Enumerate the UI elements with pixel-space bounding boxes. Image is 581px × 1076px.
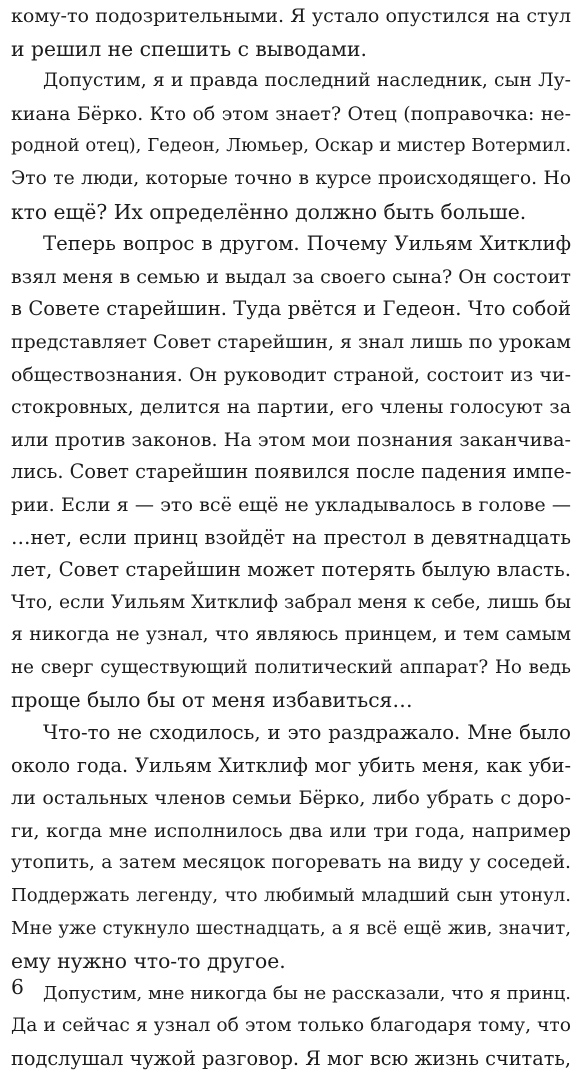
- text-line: ги, когда мне исполнилось два или три года, например: [11, 819, 571, 842]
- text-line: Допустим, я и правда последний наследник, сын Лу-: [43, 70, 571, 92]
- text-line: взял меня в семью и выдал за своего сына? Он состоит: [11, 264, 571, 288]
- text-line: около года. Уильям Хитклиф мог убить меня, как уби-: [11, 753, 571, 777]
- text-line: кто ещё? Их определённо должно быть больше.: [11, 199, 527, 224]
- text-line: стокровных, делится на партии, его члены голосуют за: [11, 396, 571, 419]
- text-line: или против законов. На этом мои познания заканчива-: [11, 427, 571, 451]
- text-line: Да и сейчас я узнал об этом только благодаря тому, что: [11, 1015, 571, 1037]
- text-line: Что, если Уильям Хитклиф забрал меня к себе, лишь бы: [11, 591, 571, 613]
- book-page-text: [11, 0, 571, 1076]
- text-line: я никогда не узнал, что являюсь принцем, и тем самым: [11, 624, 571, 646]
- text-line: обществознания. Он руководит страной, состоит из чи-: [11, 363, 571, 386]
- text-line: лись. Совет старейшин появился после падения импе-: [11, 460, 572, 484]
- text-line: представляет Совет старейшин, я знал лишь по урокам: [11, 330, 571, 353]
- text-line: ему нужно что-то другое.: [11, 949, 286, 974]
- text-line: …нет, если принц взойдёт на престол в девятнадцать: [11, 525, 571, 549]
- text-line: Мне уже стукнуло шестнадцать, а я всё ещё жив, значит,: [11, 917, 571, 939]
- text-line: родной отец), Гедеон, Люмьер, Оскар и мистер Вотермил.: [11, 135, 572, 157]
- text-line: Поддержать легенду, что любимый младший сын утонул.: [11, 885, 571, 907]
- text-line: ли остальных членов семьи Бёрко, либо убрать с доро-: [11, 786, 571, 810]
- text-line: лет, Совет старейшин может потерять былую власть.: [11, 558, 571, 582]
- text-line: утопить, а затем месяцок погоревать на виду у соседей.: [11, 852, 571, 874]
- text-line: Что-то не сходилось, и это раздражало. Мне было: [43, 721, 571, 745]
- text-line: Допустим, мне никогда бы не рассказали, что я принц.: [43, 982, 571, 1004]
- text-line: подслушал чужой разговор. Я мог всю жизнь считать,: [11, 1047, 571, 1070]
- text-line: рии. Если я — это всё ещё не укладывалось в голове —: [11, 492, 571, 516]
- text-line: Теперь вопрос в другом. Почему Уильям Хитклиф: [43, 232, 571, 256]
- text-line: кому-то подозрительными. Я устало опустился на стул: [11, 4, 571, 27]
- text-line: киана Бёрко. Кто об этом знает? Отец (поправочка: не-: [11, 102, 571, 125]
- text-line: в Совете старейшин. Туда рвётся и Гедеон. Что собой: [11, 297, 571, 321]
- text-line: проще было бы от меня избавиться…: [11, 688, 413, 713]
- page-number: 6: [11, 975, 24, 999]
- text-line: Это те люди, которые точно в курсе происходящего. Но: [11, 167, 571, 189]
- text-line: и решил не спешить с выводами.: [11, 36, 367, 61]
- text-line: не сверг существующий политический аппарат? Но ведь: [11, 656, 571, 678]
